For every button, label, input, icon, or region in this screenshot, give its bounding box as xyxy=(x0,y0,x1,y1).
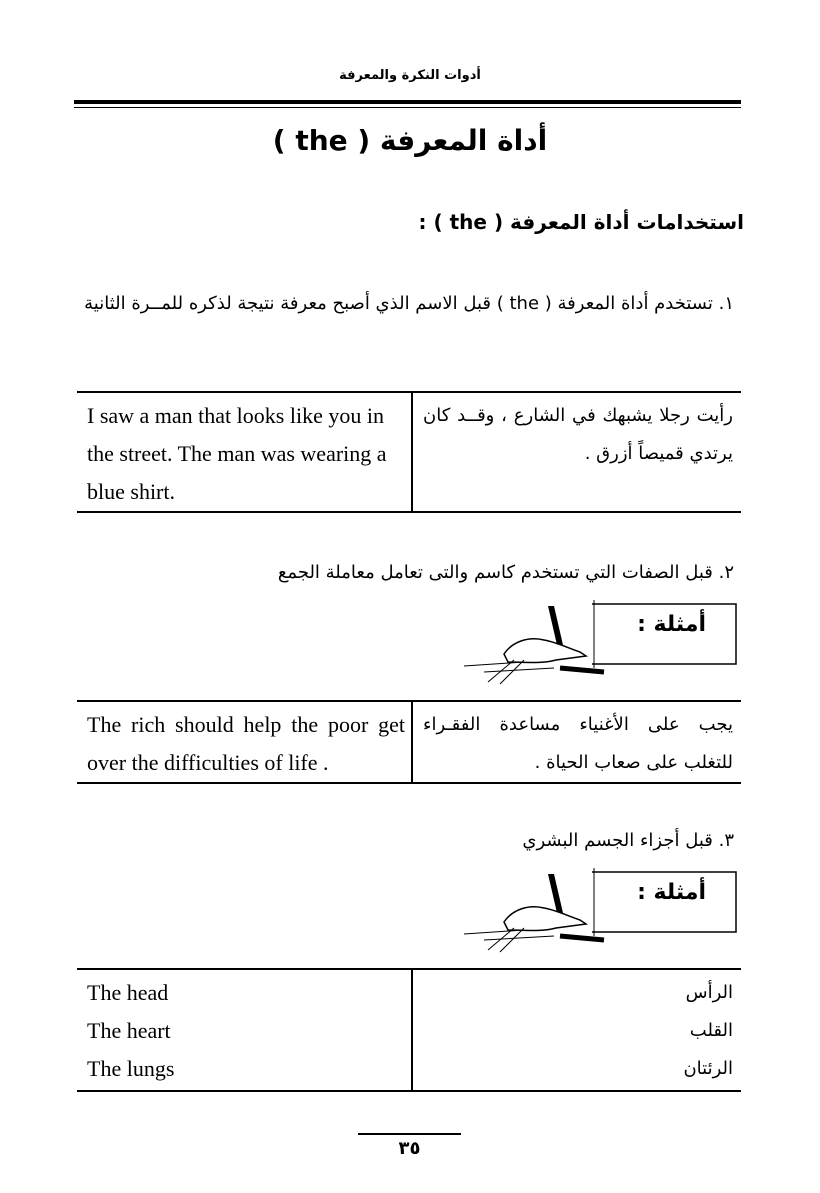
example-english: The lungs xyxy=(87,1056,175,1081)
footer-rule xyxy=(358,1133,461,1135)
example-table-3 xyxy=(77,968,741,1092)
example-arabic: الرأس xyxy=(685,982,733,1003)
rule-2-text: ٢. قبل الصفات التي تستخدم كاسم والتى تعامل معاملة الجمع xyxy=(277,562,734,583)
running-header: أدوات النكرة والمعرفة xyxy=(339,68,481,83)
table-row xyxy=(77,701,741,783)
example-english-cell xyxy=(77,969,412,1091)
example-english: The rich should help the poor get over the difficulties of life . xyxy=(77,701,412,783)
page-number: ٣٥ xyxy=(398,1138,421,1159)
example-arabic-cell xyxy=(412,969,741,1091)
rule-1-text: ١. تستخدم أداة المعرفة ( the ) قبل الاسم الذي أصبح معرفة نتيجة لذكره للمــرة الثانية xyxy=(84,293,734,314)
example-english: I saw a man that looks like you in the street. The man was wearing a blue shirt. xyxy=(77,392,412,512)
example-arabic: القلب xyxy=(689,1020,733,1041)
page-title: أداة المعرفة ( the ) xyxy=(272,124,548,157)
header-rule-thick xyxy=(74,100,741,104)
example-arabic: يجب على الأغنياء مساعدة الفقـراء للتغلب على صعاب الحياة . xyxy=(423,714,733,773)
section-heading: استخدامات أداة المعرفة ( the ) : xyxy=(418,210,744,234)
example-arabic: الرئتان xyxy=(683,1058,733,1079)
examples-box-3 xyxy=(464,864,740,954)
pointing-hand-illustration xyxy=(464,864,740,954)
example-english: The heart xyxy=(87,1018,171,1043)
table-row xyxy=(77,392,741,512)
example-table-1 xyxy=(77,391,741,513)
example-arabic: رأيت رجلا يشبهك في الشارع ، وقــد كان يرتدي قميصاً أزرق . xyxy=(423,405,733,464)
rule-3-text: ٣. قبل أجزاء الجسم البشري xyxy=(522,830,734,851)
examples-label: أمثلة : xyxy=(637,612,706,637)
examples-label: أمثلة : xyxy=(637,880,706,905)
table-row xyxy=(77,969,741,1091)
example-english: The head xyxy=(87,980,169,1005)
examples-box-2 xyxy=(464,596,740,686)
pointing-hand-illustration xyxy=(464,596,740,686)
example-table-2 xyxy=(77,700,741,784)
header-rule-thin xyxy=(74,107,741,108)
